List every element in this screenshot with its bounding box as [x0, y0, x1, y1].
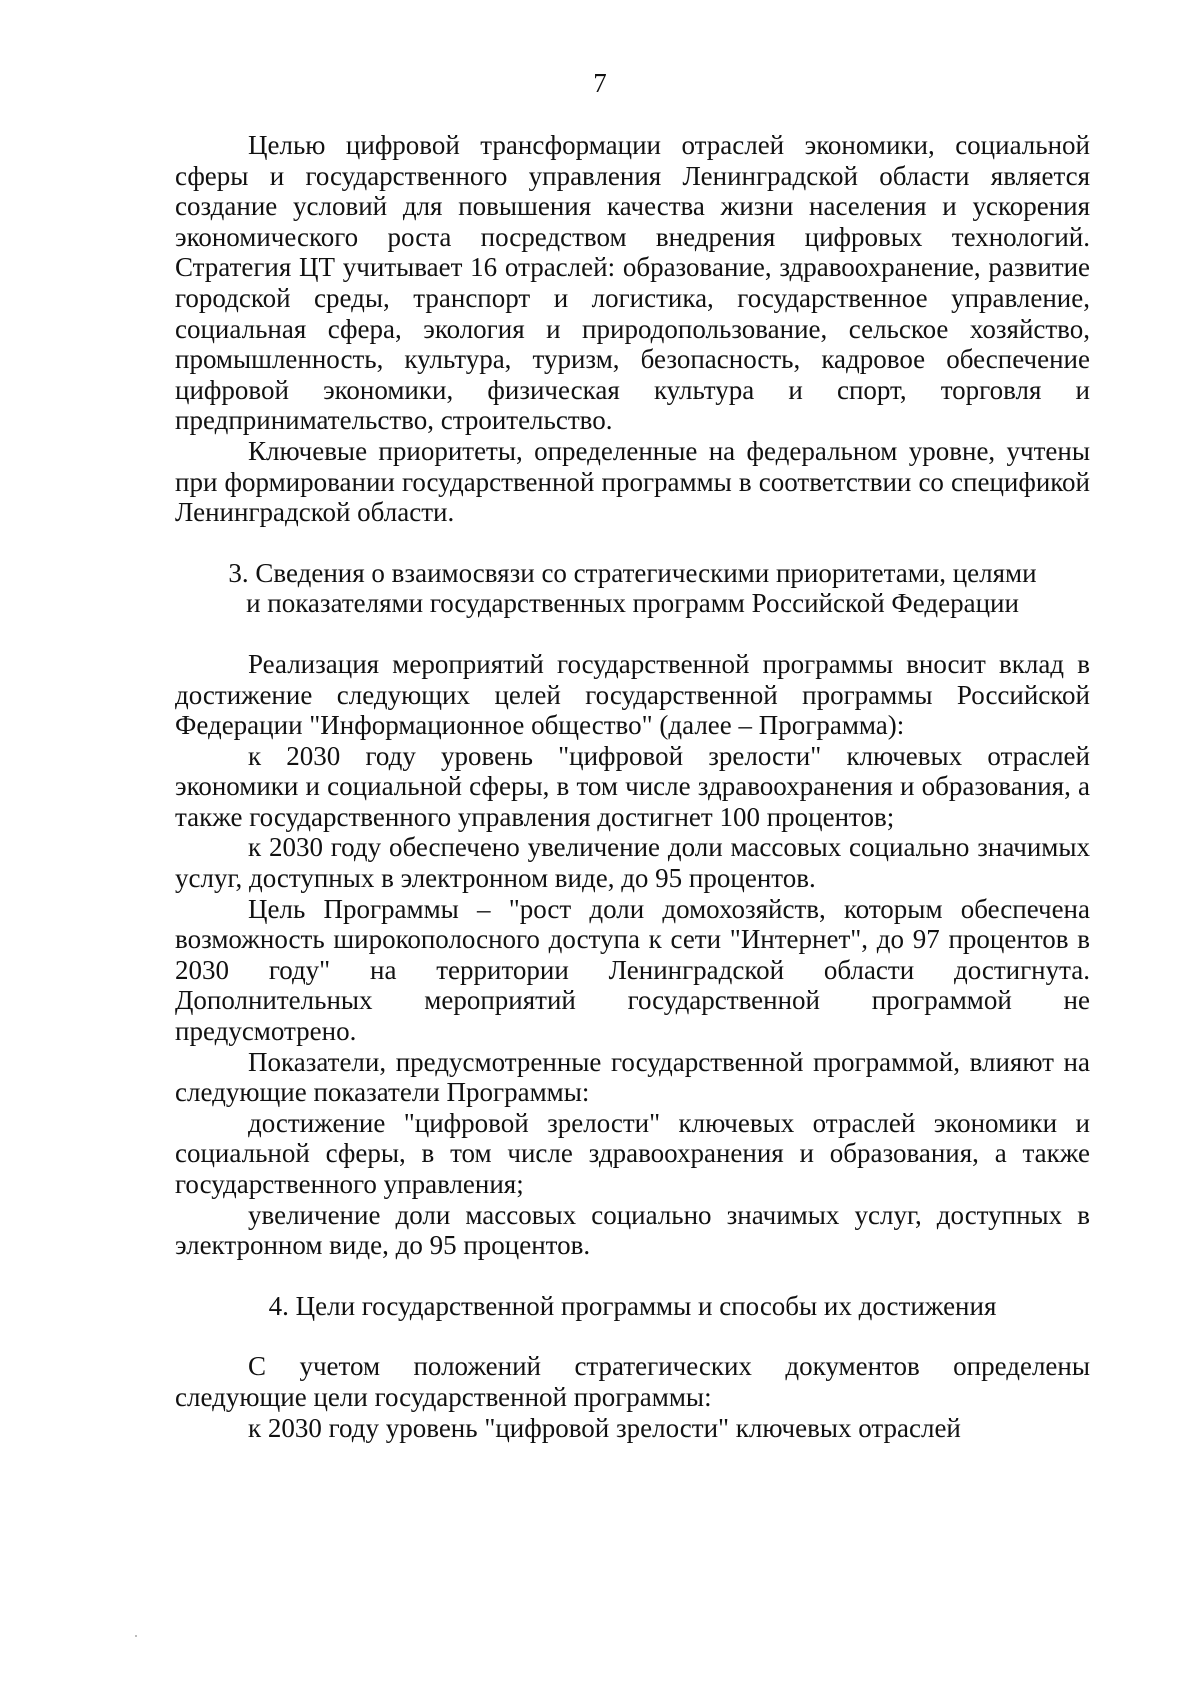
section-3-heading-line-1: 3. Сведения о взаимосвязи со стратегическими приоритетами, целями [228, 557, 1037, 588]
document-body [175, 130, 1090, 1443]
section-3-paragraph-2: к 2030 году уровень "цифровой зрелости" ключевых отраслей экономики и социальной сферы, в том числе здравоохранения и образования, а также государственного управления достигнет 100 процентов; [175, 740, 1090, 832]
section-3-paragraph-4: Цель Программы – "рост доли домохозяйств, которым обеспечена возможность широкополосного доступа к сети "Интернет", до 97 процентов в 2030 году" на территории Ленинградской области достигнута. Дополнительных мероприятий государственной программой не предусмотрено. [175, 893, 1090, 1047]
section-3-paragraph-5: Показатели, предусмотренные государственной программой, влияют на следующие показатели Программы: [175, 1046, 1090, 1108]
section-3-paragraph-6: достижение "цифровой зрелости" ключевых отраслей экономики и социальной сферы, в том числе здравоохранения и образования, а также государственного управления; [175, 1107, 1090, 1199]
section-4-paragraph-1: С учетом положений стратегических документов определены следующие цели государственной программы: [175, 1351, 1090, 1412]
section-3-paragraph-7: увеличение доли массовых социально значимых услуг, доступных в электронном виде, до 95 процентов. [175, 1199, 1090, 1261]
section-4-paragraph-2: к 2030 году уровень "цифровой зрелости" ключевых отраслей [248, 1412, 961, 1443]
section-3-heading-line-2: и показателями государственных программ Российской Федерации [246, 588, 1019, 619]
intro-paragraph-2: Ключевые приоритеты, определенные на федеральном уровне, учтены при формировании государственной программы в соответствии со спецификой Ленинградской области. [175, 435, 1090, 528]
scan-speck [135, 1635, 137, 1637]
section-3-paragraph-3: к 2030 году обеспечено увеличение доли массовых социально значимых услуг, доступных в электронном виде, до 95 процентов. [175, 832, 1090, 894]
page-number: 7 [593, 68, 607, 98]
intro-paragraph-1: Целью цифровой трансформации отраслей экономики, социальной сферы и государственного управления Ленинградской области является создание условий для повышения качества жизни населения и ускорения экономического роста посредством внедрения цифровых технологий. Стратегия ЦТ учитывает 16 отраслей: образование, здравоохранение, развитие городской среды, транспорт и логистика, государственное управление, социальная сфера, экология и природопользование, сельское хозяйство, промышленность, культура, туризм, безопасность, кадровое обеспечение цифровой экономики, физическая культура и спорт, торговля и предпринимательство, строительство. [175, 130, 1090, 436]
section-3-heading [175, 558, 1090, 619]
section-3-paragraph-1: Реализация мероприятий государственной программы вносит вклад в достижение следующих целей государственной программы Российской Федерации "Информационное общество" (далее – Программа): [175, 648, 1090, 741]
section-4-heading: 4. Цели государственной программы и способы их достижения [268, 1290, 997, 1321]
